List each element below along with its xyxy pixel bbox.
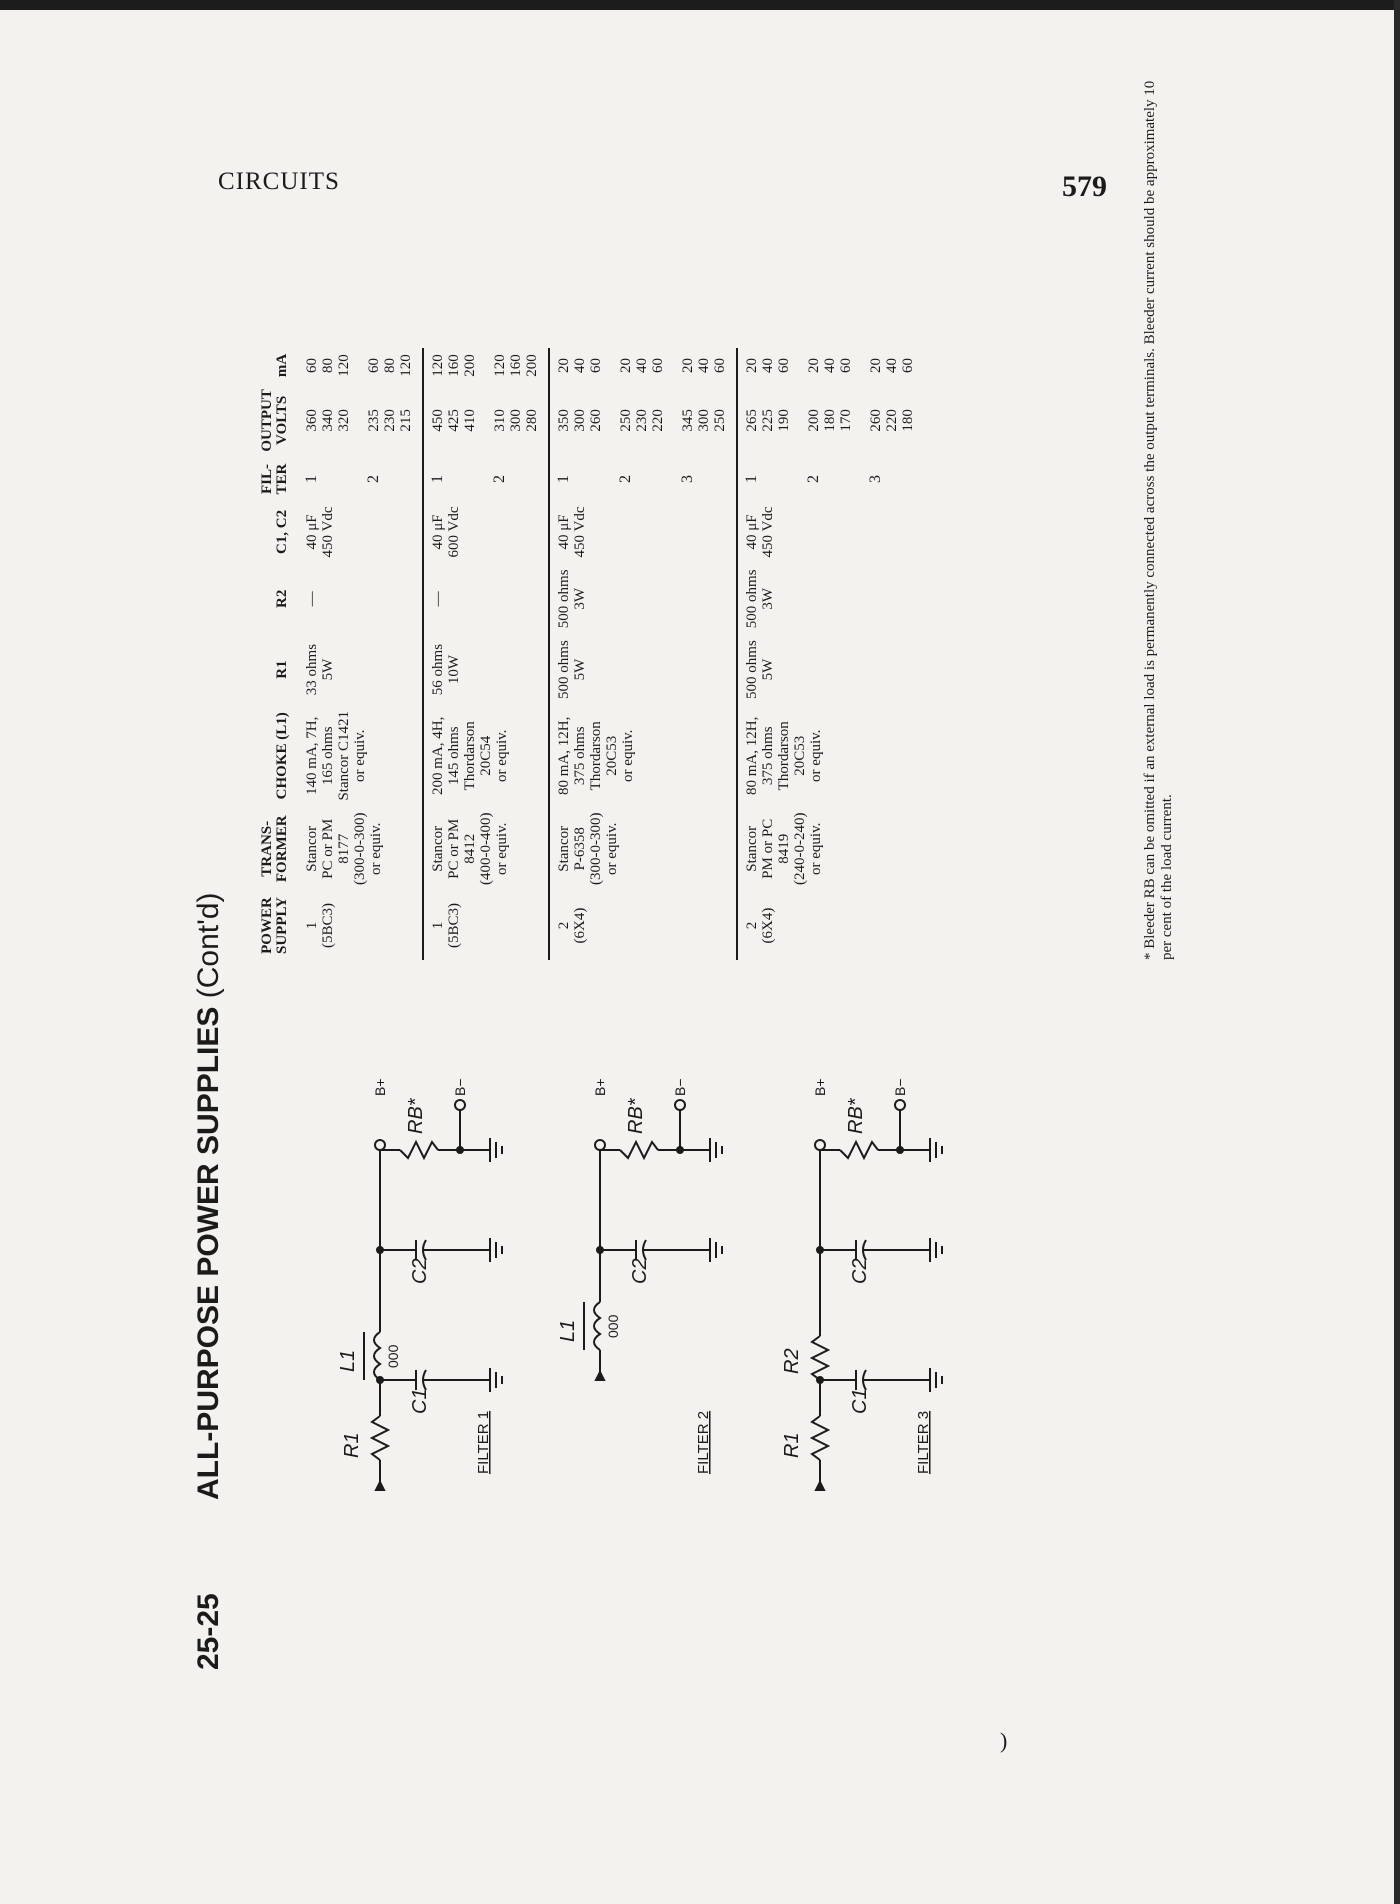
rotated-page-content [190,0,1190,1670]
filter-1-rb-label: RB* [405,1098,427,1134]
table-row [423,348,486,960]
cell-transformer: Stancor PC or PM 8412 (400-0-400) or equiv. [423,807,549,891]
filter-1-bminus-label: B− [452,1078,468,1096]
cell-output-ma: 60 80 120 [304,354,352,377]
cell-choke: 140 mA, 7H, 165 ohms Stancor C1421 or equiv. [304,710,368,801]
table-body [298,348,924,960]
cell-r2: — [423,563,549,634]
cell-r1: 500 ohms 5W [549,634,737,705]
filter-1-r1-label: R1 [341,1432,363,1458]
filter-2-l1-coil [594,1302,600,1350]
filter-1-rb-resistor [400,1142,438,1158]
cell-output-volts: 310 300 280 [492,409,540,432]
cell-filter: 1 [303,475,320,484]
table-row [737,348,800,960]
cell-power-supply: 2 (6X4) [737,891,924,960]
filter-3-rb-resistor [840,1142,878,1158]
cell-output-volts: 265 225 190 [737,383,800,458]
cell-output-ma: 60 80 120 [366,354,414,377]
cell-filter: 3 [679,475,696,484]
cell-output-volts: 345 300 250 [680,409,728,432]
filter-1-c2-label: C2 [409,1258,431,1284]
filter-2-schematic [584,1100,722,1380]
col-transformer: TRANS- FORMER [259,815,290,883]
filter-2-c2-label: C2 [629,1258,651,1284]
section-number: 25-25 [192,1593,225,1670]
cell-output-volts: 250 230 220 [618,409,666,432]
filter-3-r2-label: R2 [781,1348,803,1374]
cell-output-volts: 450 425 410 [423,383,486,458]
filter-3-rb-label: RB* [845,1098,867,1134]
cell-output-volts: 235 230 215 [366,409,414,432]
cell-output-volts: 200 180 170 [806,409,854,432]
cell-choke: 200 mA, 4H, 145 ohms Thordarson 20C54 or equiv. [423,705,549,807]
filter-3-c1-label: C1 [849,1388,871,1414]
cell-filter: 3 [867,475,884,484]
cell-output-ma: 20 40 60 [737,348,800,383]
col-filter: FIL- TER [259,463,290,495]
col-r2: R2 [274,589,290,608]
cell-caps: 40 μF 600 Vdc [423,500,549,563]
cell-r1: 33 ohms 5W [304,643,336,696]
filter-2-rb-resistor [620,1142,658,1158]
cell-output-ma: 20 40 60 [868,357,916,373]
cell-filter: 1 [737,458,800,501]
section-title-suffix: (Cont'd) [192,892,225,999]
cell-power-supply: 1 (5BC3) [304,903,336,949]
cell-output-volts: 350 300 260 [549,383,612,458]
filter-2-label: FILTER 2 [695,1410,712,1474]
filter-1-r1-resistor [372,1416,388,1460]
filter-1-c1-label: C1 [409,1388,431,1414]
cell-output-ma: 20 40 60 [549,348,612,383]
cell-power-supply: 2 (6X4) [549,891,737,960]
filter-1-l1-coil [374,1332,380,1380]
table-row [298,348,360,960]
power-supply-table [260,348,924,960]
cell-output-ma: 120 160 200 [492,354,540,377]
footnote: * Bleeder RB can be omitted if an external load is permanently connected across the output terminals. Bleeder current should be approximately 10 per cent of the load current. [1142,80,1175,960]
cell-filter: 1 [423,458,486,501]
cell-r1: 500 ohms 5W [737,634,924,705]
col-power-supply: POWER SUPPLY [259,897,290,954]
cell-r1: 56 ohms 10W [423,634,549,705]
filter-2-l1-label: L1 [557,1319,579,1342]
filter-1-l1-label: L1 [337,1349,359,1372]
cell-choke: 80 mA, 12H, 375 ohms Thordarson 20C53 or equiv. [737,705,924,807]
filter-3-c2-label: C2 [849,1258,871,1284]
cell-transformer: Stancor P-6358 (300-0-300) or equiv. [549,807,737,891]
filter-3-bplus-label: B+ [812,1078,828,1096]
cell-output-ma: 20 40 60 [680,357,728,373]
filter-schematics [190,970,1190,1670]
cell-transformer: Stancor PM or PC 8419 (240-0-240) or equiv. [737,807,924,891]
cell-choke: 80 mA, 12H, 375 ohms Thordarson 20C53 or equiv. [549,705,737,807]
col-output-volts: OUTPUT VOLTS [259,389,290,452]
cell-filter: 2 [805,475,822,484]
col-r1: R1 [274,660,290,679]
filter-1-coil-label: 000 [385,1344,401,1368]
cell-transformer: Stancor PC or PM 8177 (300-0-300) or equiv. [304,812,384,886]
col-output-ma: mA [274,353,290,378]
running-head: CIRCUITS [218,168,340,195]
table-header [260,348,298,960]
filter-1-label: FILTER 1 [475,1410,492,1474]
filter-3-r2-resistor [812,1336,828,1380]
cell-r2: — [304,591,320,607]
filter-1-bplus-label: B+ [372,1078,388,1096]
col-choke: CHOKE (L1) [274,712,290,800]
filter-3-r1-resistor [812,1416,828,1460]
cell-output-volts: 360 340 320 [304,409,352,432]
cell-output-ma: 20 40 60 [806,357,854,373]
table-row [549,348,612,960]
filter-3-label: FILTER 3 [915,1410,932,1474]
filter-2-bplus-label: B+ [592,1078,608,1096]
cell-filter: 1 [549,458,612,501]
filter-2-bminus-label: B− [672,1078,688,1096]
cell-caps: 40 μF 450 Vdc [549,500,737,563]
margin-mark: ) [1000,1728,1008,1753]
page-number: 579 [1062,170,1107,203]
cell-power-supply: 1 (5BC3) [423,891,549,960]
cell-r2: 500 ohms 3W [737,563,924,634]
right-border [1394,0,1400,1904]
col-c1c2: C1, C2 [274,509,290,555]
cell-filter: 2 [365,475,382,484]
filter-3-r1-label: R1 [781,1432,803,1458]
cell-caps: 40 μF 450 Vdc [304,506,336,558]
cell-caps: 40 μF 450 Vdc [737,500,924,563]
cell-filter: 2 [617,475,634,484]
cell-output-ma: 20 40 60 [618,357,666,373]
filter-3-bminus-label: B− [892,1078,908,1096]
cell-r2: 500 ohms 3W [549,563,737,634]
section-title-text: ALL-PURPOSE POWER SUPPLIES [192,1006,225,1500]
cell-output-ma: 120 160 200 [423,348,486,383]
filter-2-coil-label: 000 [605,1314,621,1338]
cell-output-volts: 260 220 180 [868,409,916,432]
cell-filter: 2 [491,475,508,484]
filter-2-rb-label: RB* [625,1098,647,1134]
